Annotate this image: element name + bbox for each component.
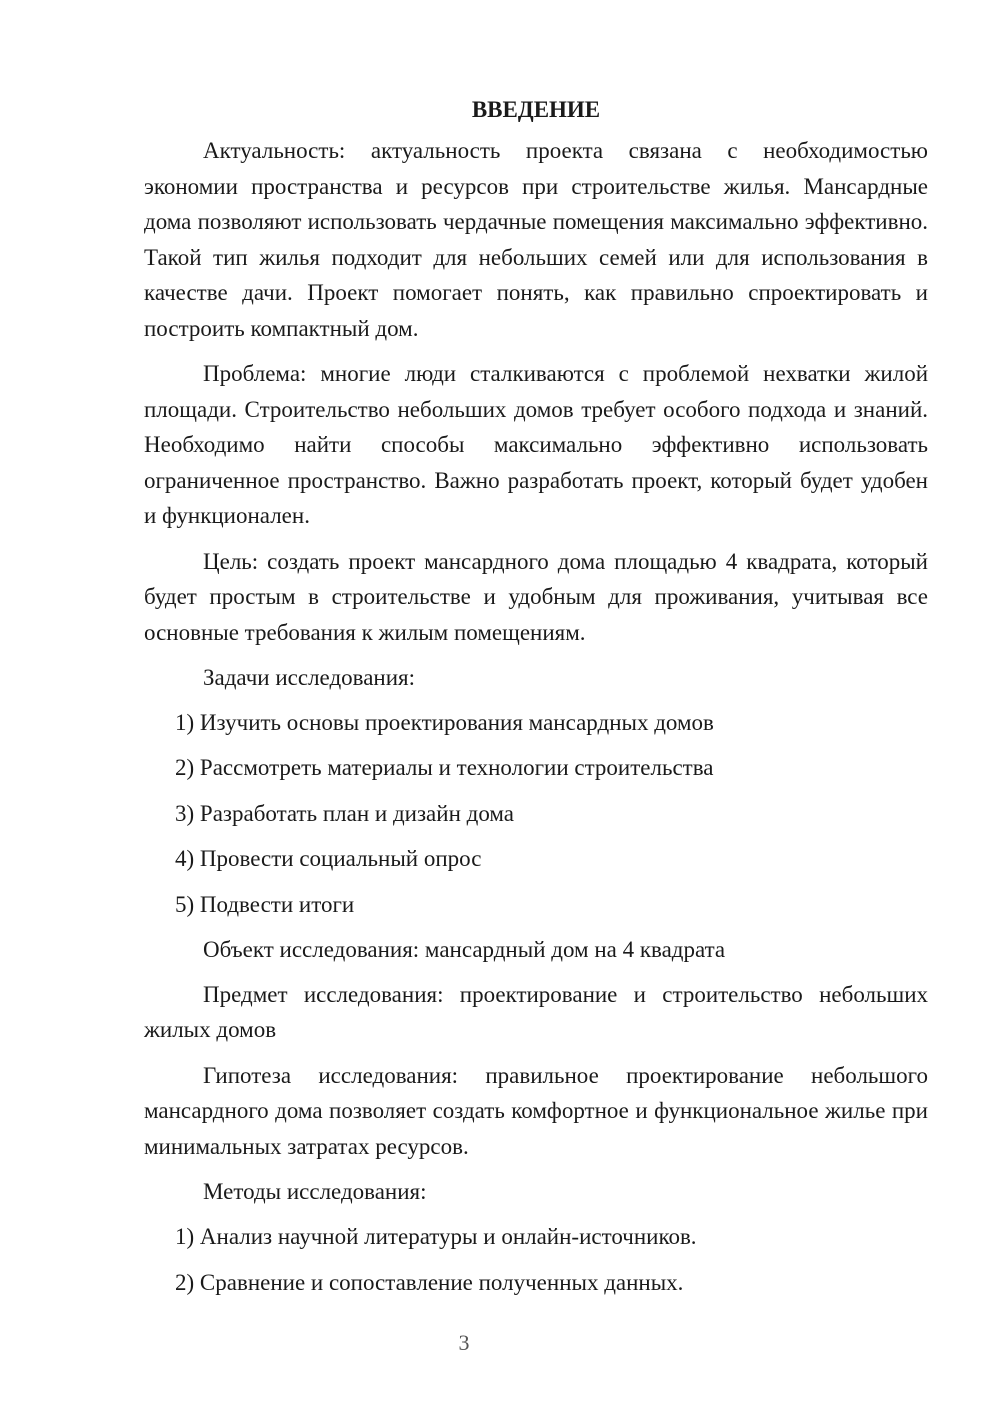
list-item: 1) Анализ научной литературы и онлайн-источников. xyxy=(175,1224,697,1250)
paragraph-goal: Цель: создать проект мансардного дома площадью 4 квадрата, который будет простым в строительстве и удобным для проживания, учитывая все основные требования к жилым помещениям. xyxy=(144,548,928,645)
section-title: ВВЕДЕНИЕ xyxy=(471,97,601,122)
page-content xyxy=(144,92,928,1310)
list-item: 2) Рассмотреть материалы и технологии строительства xyxy=(175,755,714,781)
list-item: 4) Провести социальный опрос xyxy=(175,846,482,872)
tasks-heading: Задачи исследования: xyxy=(203,665,416,690)
list-item: 5) Подвести итоги xyxy=(175,891,355,917)
methods-heading: Методы исследования: xyxy=(203,1179,427,1205)
paragraph-object: Объект исследования: мансардный дом на 4 квадрата xyxy=(203,936,726,962)
page-number: 3 xyxy=(458,1330,470,1355)
paragraph-subject: Предмет исследования: проектирование и строительство небольших жилых домов xyxy=(144,981,928,1043)
list-item: 1) Изучить основы проектирования мансардных домов xyxy=(175,710,714,735)
paragraph-problem: Проблема: многие люди сталкиваются с проблемой нехватки жилой площади. Строительство небольших домов требует особого подхода и знаний. Необходимо найти способы максимально эффективно использовать ограниченное пространство. Важно разработать проект, который будет удобен и функционален. xyxy=(144,361,928,528)
paragraph-relevance: Актуальность: актуальность проекта связана с необходимостью экономии пространства и ресурсов при строительстве жилья. Мансардные дома позволяют использовать чердачные помещения максимально эффективно. Такой тип жилья подходит для небольших семей или для использования в качестве дачи. Проект помогает понять, как правильно спроектировать и построить компактный дом. xyxy=(144,138,928,341)
paragraph-hypothesis: Гипотеза исследования: правильное проектирование небольшого мансардного дома позволяет создать комфортное и функциональное жилье при минимальных затратах ресурсов. xyxy=(144,1062,928,1159)
list-item: 3) Разработать план и дизайн дома xyxy=(175,800,514,826)
list-item: 2) Сравнение и сопоставление полученных данных. xyxy=(175,1269,684,1295)
